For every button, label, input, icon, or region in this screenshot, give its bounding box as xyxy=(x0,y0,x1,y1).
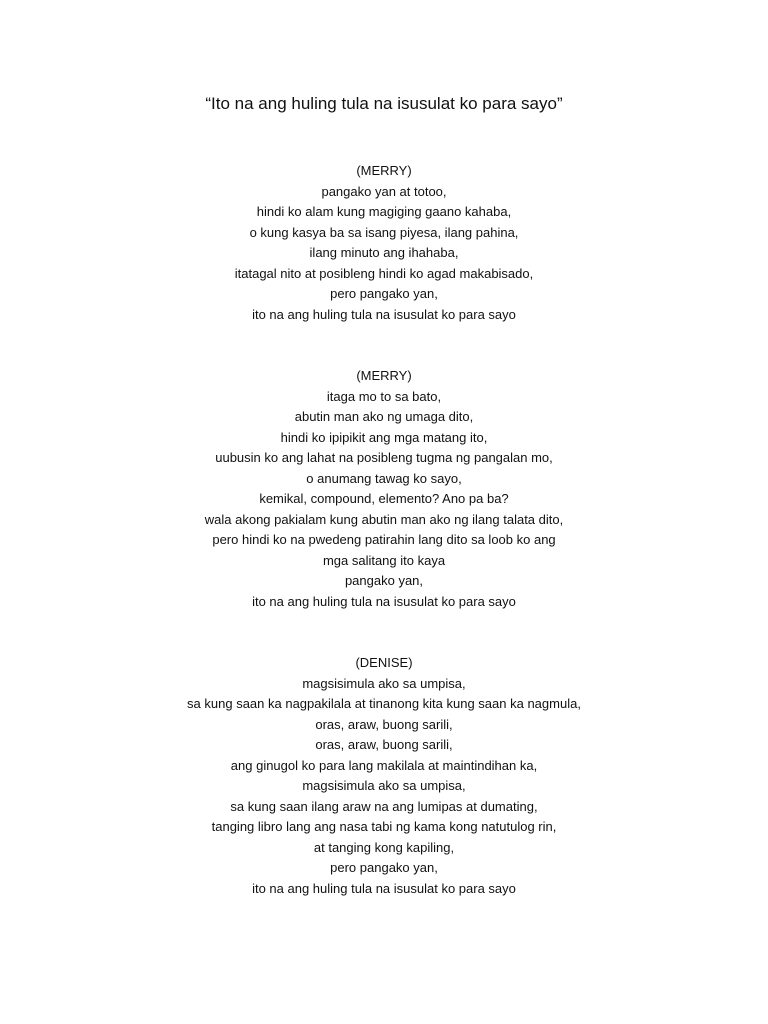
poem-line: ito na ang huling tula na isusulat ko para sayo xyxy=(252,593,516,609)
poem-line: sa kung saan ka nagpakilala at tinanong kita kung saan ka nagmula, xyxy=(187,696,581,711)
poem-line: wala akong pakialam kung abutin man ako ng ilang talata dito, xyxy=(204,511,564,527)
poem-line: magsisimula ako sa umpisa, xyxy=(302,778,466,793)
poem-line: hindi ko ipipikit ang mga matang ito, xyxy=(280,429,488,445)
poem-line: o anumang tawag ko sayo, xyxy=(306,470,462,486)
poem-line: itaga mo to sa bato, xyxy=(326,388,442,404)
poem-line: uubusin ko ang lahat na posibleng tugma ng pangalan mo, xyxy=(215,450,553,465)
poem-line: mga salitang ito kaya xyxy=(322,552,446,568)
poem-line: ito na ang huling tula na isusulat ko para sayo xyxy=(252,306,516,322)
stanza-1 xyxy=(0,161,768,325)
poem-line: hindi ko alam kung magiging gaano kahaba, xyxy=(256,204,512,219)
poem-line: kemikal, compound, elemento? Ano pa ba? xyxy=(259,491,509,506)
poem-line: pero hindi ko na pwedeng patirahin lang dito sa loob ko ang xyxy=(212,532,556,547)
poem-line: sa kung saan ilang araw na ang lumipas at dumating, xyxy=(230,798,538,814)
poem-line: oras, araw, buong sarili, xyxy=(315,716,453,732)
poem-line: magsisimula ako sa umpisa, xyxy=(302,675,466,691)
poem-line: ito na ang huling tula na isusulat ko para sayo xyxy=(252,880,516,896)
poem-title: “Ito na ang huling tula na isusulat ko para sayo” xyxy=(205,94,563,113)
poem-line: pero pangako yan, xyxy=(330,286,438,301)
stanza-speaker: (MERRY) xyxy=(356,368,412,383)
poem-line: pangako yan at totoo, xyxy=(321,183,447,199)
poem-line: ang ginugol ko para lang makilala at maintindihan ka, xyxy=(230,757,538,773)
poem-line: oras, araw, buong sarili, xyxy=(315,737,453,752)
poem-line: pero pangako yan, xyxy=(330,860,438,875)
poem-line: ilang minuto ang ihahaba, xyxy=(309,245,459,260)
poem-line: at tanging kong kapiling, xyxy=(313,839,455,855)
poem-line: abutin man ako ng umaga dito, xyxy=(294,409,474,424)
poem-line: itatagal nito at posibleng hindi ko agad makabisado, xyxy=(234,265,534,281)
poem-line: tanging libro lang ang nasa tabi ng kama kong natutulog rin, xyxy=(211,819,557,834)
poem-line: pangako yan, xyxy=(344,573,424,588)
stanza-speaker: (DENISE) xyxy=(355,655,413,670)
stanza-3 xyxy=(0,653,768,899)
stanza-2 xyxy=(0,366,768,612)
poem-line: o kung kasya ba sa isang piyesa, ilang pahina, xyxy=(249,224,519,240)
stanza-speaker: (MERRY) xyxy=(356,163,412,178)
